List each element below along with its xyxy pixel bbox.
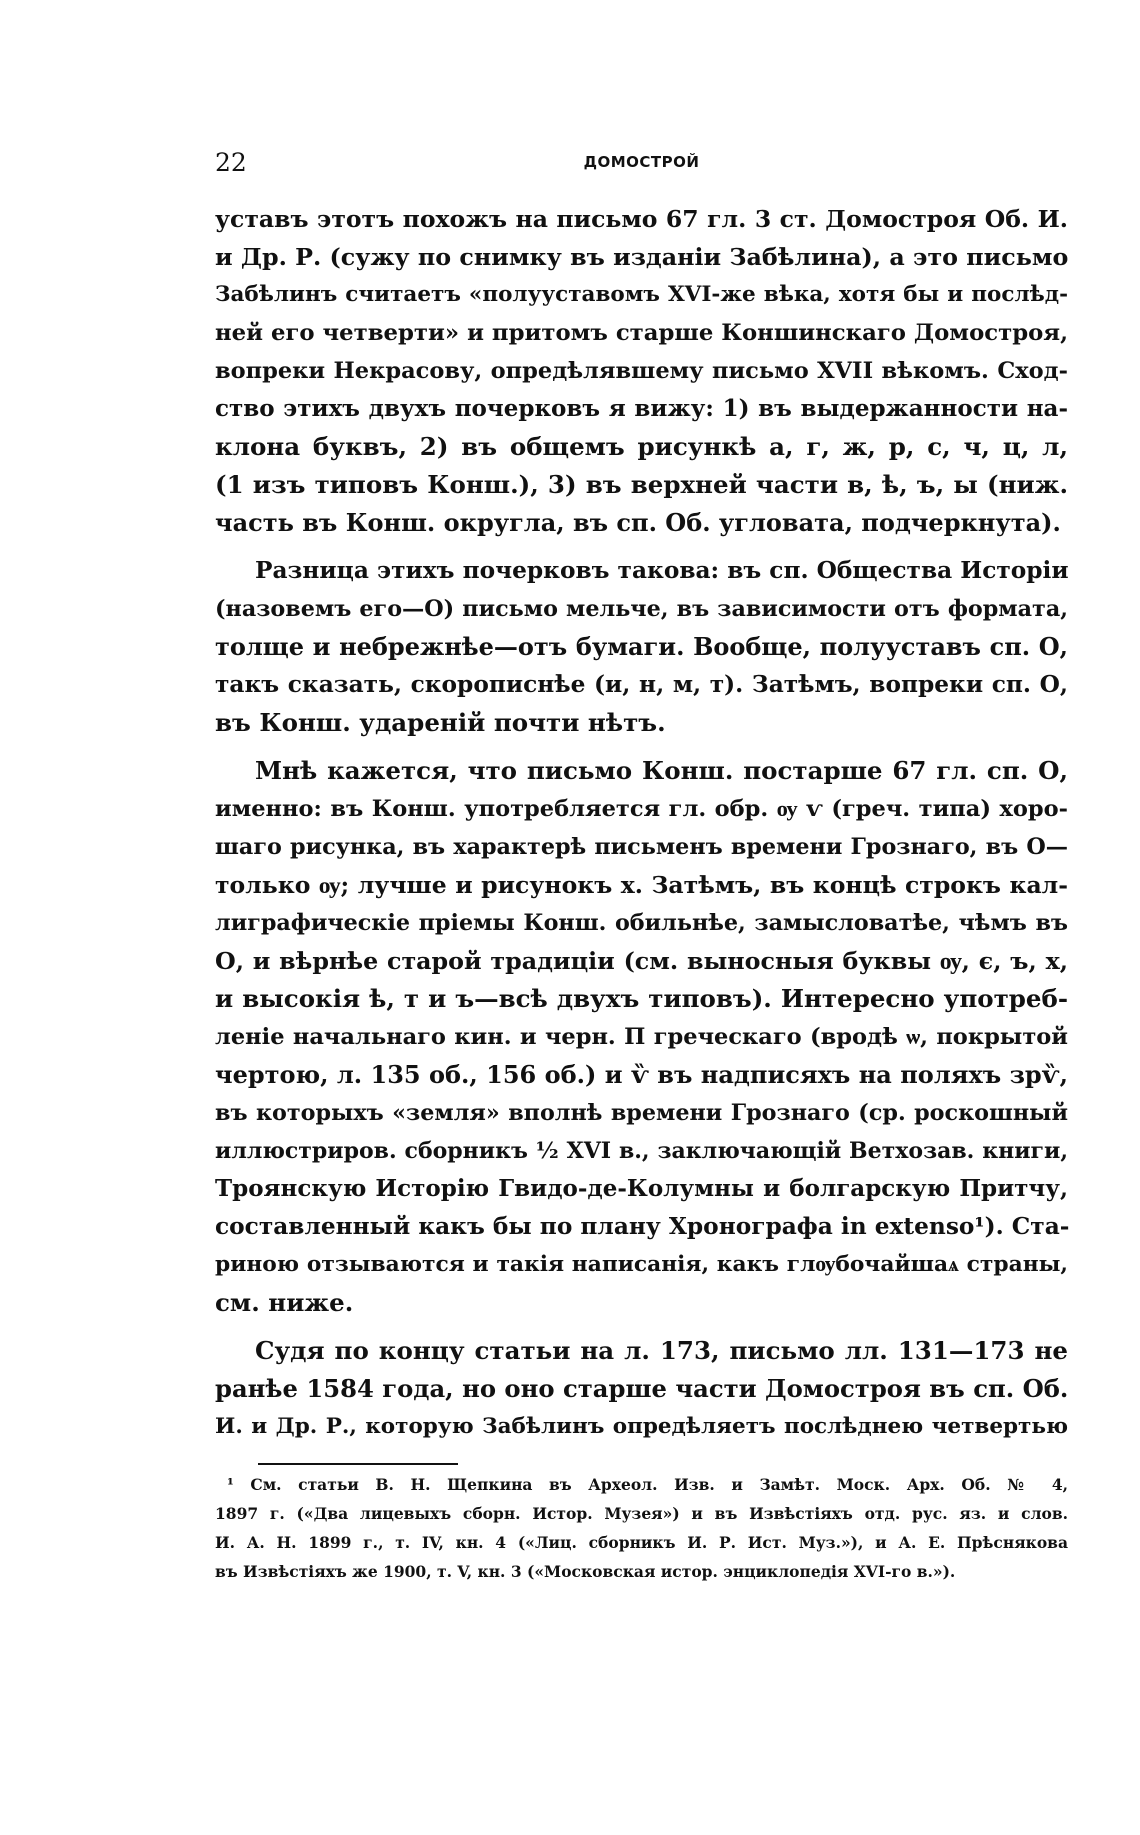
text-line: Разница этихъ почерковъ такова: въ сп. Общества Исторіи <box>255 557 1069 584</box>
paragraph <box>215 552 1068 742</box>
text-line: риною отзываются и такія написанія, какъ глѹбочайшаѧ страны, <box>215 1252 1068 1277</box>
paragraph <box>215 752 1068 1322</box>
text-line: Забѣлинъ считаетъ «полууставомъ XVI-же вѣка, хотя бы и послѣд- <box>215 282 1068 307</box>
text-line: въ Конш. удареній почти нѣтъ. <box>215 708 666 737</box>
main-text <box>215 200 1068 1446</box>
text-line: см. ниже. <box>215 1288 354 1317</box>
text-line: клона буквъ, 2) въ общемъ рисункѣ а, г, ж, р, с, ч, ц, л, <box>215 432 1068 461</box>
text-line: чертою, л. 135 об., 156 об.) и ѷ въ надписяхъ на поляхъ зрѷ, <box>215 1060 1068 1089</box>
footnote-line: въ Извѣстіяхъ же 1900, т. V, кн. 3 («Московская истор. энциклопедія XVI-го в.»). <box>215 1562 956 1581</box>
text-line: и Др. Р. (сужу по снимку въ изданіи Забѣлина), а это письмо <box>215 243 1069 271</box>
text-line: Троянскую Исторію Гвидо-де-Колумны и болгарскую Притчу, <box>215 1175 1068 1202</box>
text-line: въ которыхъ «земля» вполнѣ времени Грознаго (ср. роскошный <box>215 1100 1068 1126</box>
text-line: шаго рисунка, въ характерѣ письменъ времени Грознаго, въ О— <box>215 834 1068 860</box>
text-line: такъ сказать, скорописнѣе (и, н, м, т). Затѣмъ, вопреки сп. О, <box>215 671 1068 698</box>
footnote-line: ¹ См. статьи В. Н. Щепкина въ Археол. Изв. и Замѣт. Моск. Арх. Об. № 4, <box>227 1475 1068 1494</box>
text-line: (1 изъ типовъ Конш.), 3) въ верхней части в, ѣ, ъ, ы (ниж. <box>215 470 1068 499</box>
text-line: Мнѣ кажется, что письмо Конш. постарше 67 гл. сп. О, <box>255 756 1068 785</box>
text-line: вопреки Некрасову, опредѣлявшему письмо XVII вѣкомъ. Сход- <box>215 358 1068 384</box>
text-line: только ѹ; лучше и рисунокъ х. Затѣмъ, въ концѣ строкъ кал- <box>215 871 1068 899</box>
text-line: ство этихъ двухъ почерковъ я вижу: 1) въ выдержанности на- <box>215 395 1068 422</box>
text-line: часть въ Конш. округла, въ сп. Об. угловата, подчеркнута). <box>215 508 1061 537</box>
footnote-line: И. А. Н. 1899 г., т. IV, кн. 4 («Лиц. сборникъ И. Р. Ист. Муз.»), и А. Е. Прѣснякова <box>215 1533 1068 1552</box>
text-line: лиграфическіе пріемы Конш. обильнѣе, замысловатѣе, чѣмъ въ <box>215 910 1068 936</box>
text-line: О, и вѣрнѣе старой традиціи (см. выносныя буквы ѹ, є, ъ, х, <box>215 947 1068 975</box>
footnote-line: 1897 г. («Два лицевыхъ сборн. Истор. Музея») и въ Извѣстіяхъ отд. рус. яз. и слов. <box>215 1504 1068 1523</box>
text-line: составленный какъ бы по плану Хронографа in extenso¹). Ста- <box>215 1213 1070 1240</box>
page-header <box>215 148 1068 188</box>
paragraph <box>215 1332 1068 1446</box>
text-line: ней его четверти» и притомъ старше Коншинскаго Домостроя, <box>215 320 1068 346</box>
text-line: И. и Др. Р., которую Забѣлинъ опредѣляетъ послѣднею четвертью <box>215 1414 1068 1439</box>
footnote-divider <box>258 1463 458 1465</box>
text-line: именно: въ Конш. употребляется гл. обр. ѹ ѵ (греч. типа) хоро- <box>215 796 1068 822</box>
text-line: иллюстриров. сборникъ ½ XVI в., заключающій Ветхозав. книги, <box>215 1138 1068 1164</box>
text-line: леніе начальнаго кин. и черн. П греческаго (вродѣ ѡ, покрытой <box>215 1024 1068 1050</box>
page-number: 22 <box>215 148 247 177</box>
text-line: уставъ этотъ похожъ на письмо 67 гл. 3 ст. Домостроя Об. И. <box>215 205 1068 233</box>
text-line: Судя по концу статьи на л. 173, письмо лл. 131—173 не <box>255 1336 1068 1365</box>
text-line: толще и небрежнѣе—отъ бумаги. Вообще, полууставъ сп. О, <box>215 632 1068 661</box>
text-line: ранѣе 1584 года, но оно старше части Домостроя въ сп. Об. <box>215 1374 1069 1403</box>
footnote <box>215 1470 1068 1586</box>
paragraph <box>215 200 1068 542</box>
text-line: и высокія ѣ, т и ъ—всѣ двухъ типовъ). Интересно употреб- <box>215 984 1068 1013</box>
running-title: ДОМОСТРОЙ <box>583 153 700 171</box>
text-line: (назовемъ его—О) письмо мельче, въ зависимости отъ формата, <box>215 596 1068 622</box>
